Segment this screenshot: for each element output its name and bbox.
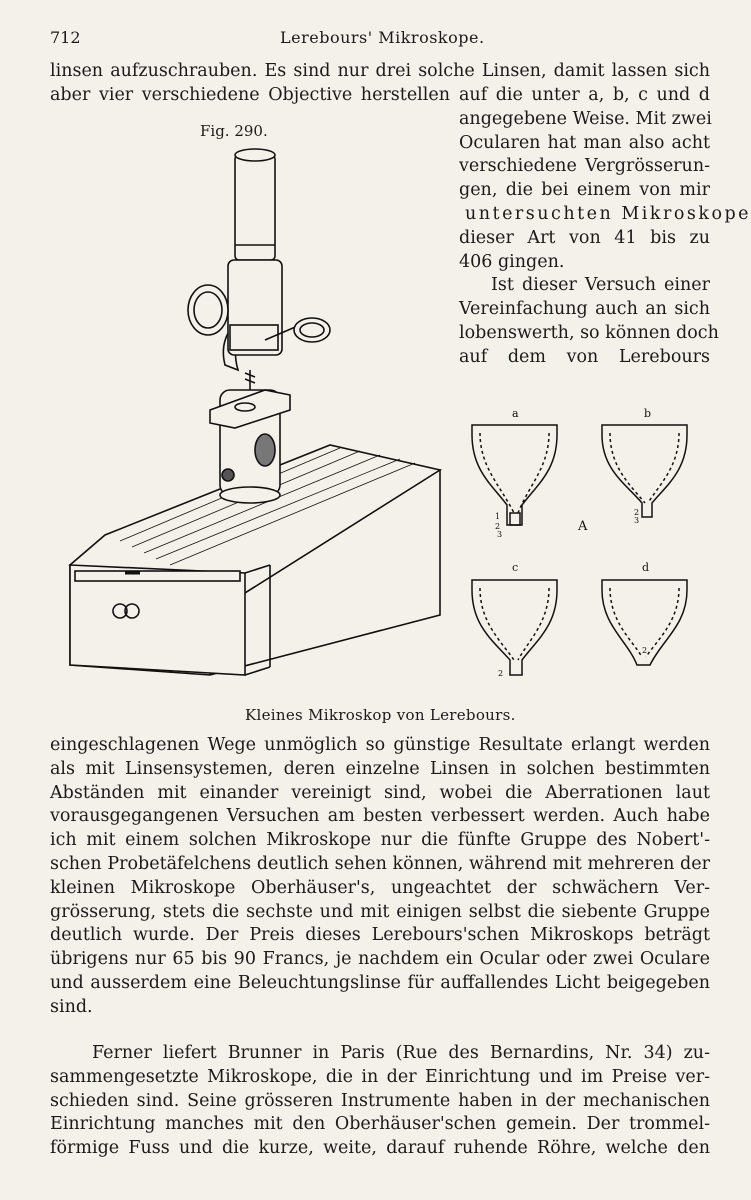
text-line: Einrichtung manches mit den Oberhäuser'schen gemein. Der trommel- <box>50 1114 710 1135</box>
text-line: vorausgegangenen Versuchen am besten verbessert werden. Auch habe <box>50 806 710 827</box>
lens-number: 3 <box>497 530 503 539</box>
text-line: schieden sind. Seine grösseren Instrumente haben in der mechanischen <box>50 1090 710 1111</box>
text-line: übrigens nur 65 bis 90 Francs, je nachdem ein Ocular oder zwei Oculare <box>50 949 710 970</box>
text-line: Ocularen hat man also acht <box>459 132 710 153</box>
text-line: Ist dieser Versuch einer <box>491 275 710 296</box>
diagram-label-c: c <box>512 561 519 574</box>
text-line: aber vier verschiedene Objective herstellen <box>50 85 450 105</box>
text-line: auf die unter a, b, c und d <box>459 85 710 105</box>
lens-number: 2 <box>634 508 640 517</box>
text-line: Vereinfachung auch an sich <box>459 299 710 320</box>
page-header <box>50 28 711 50</box>
diagram-label-b: b <box>644 407 652 420</box>
text-line: ich mit einem solchen Mikroskope nur die fünfte Gruppe des Nobert'- <box>50 830 710 851</box>
paragraph-1 <box>50 734 710 1020</box>
side-column-text <box>459 84 751 370</box>
text-line: Abständen mit einander vereinigt sind, wobei die Aberrationen laut <box>50 782 710 803</box>
text-line: dieser Art von 41 bis zu <box>459 227 710 248</box>
text-line: und ausserdem eine Beleuchtungslinse für auffallendes Licht beigegeben <box>50 972 710 993</box>
diagram-label-center: A <box>578 519 588 534</box>
text-line: schen Probetäfelchens deutlich sehen können, während mit mehreren der <box>50 853 710 874</box>
lens-number: 2 <box>498 669 504 678</box>
diagram-label-d: d <box>642 561 650 574</box>
text-line: grösserung, stets die sechste und mit einigen selbst die siebente Gruppe <box>50 901 710 922</box>
text-line: als mit Linsensystemen, deren einzelne Linsen in solchen bestimmten <box>50 758 710 779</box>
lens-number: 2 <box>495 522 501 531</box>
diagram-label-a: a <box>512 407 519 420</box>
lens-number: 1 <box>495 512 501 521</box>
intro-text <box>50 60 710 84</box>
text-line: 406 gingen. <box>459 251 565 272</box>
text-line: untersuchten Mikroskope <box>465 203 751 224</box>
text-line: sammengesetzte Mikroskope, die in der Einrichtung und im Preise ver- <box>50 1066 710 1087</box>
running-title: Lerebours' Mikroskope. <box>280 28 485 47</box>
text-line: sind. <box>50 996 93 1017</box>
text-line: kleinen Mikroskope Oberhäuser's, ungeachtet der schwächern Ver- <box>50 877 710 898</box>
text-line: angegebene Weise. Mit zwei <box>459 108 712 129</box>
page-number: 712 <box>50 28 81 47</box>
lens-number: 2 <box>642 646 648 655</box>
text-line: lobenswerth, so können doch <box>459 322 719 343</box>
intro-text-line2 <box>50 84 450 108</box>
text-line: deutlich wurde. Der Preis dieses Lerebours'schen Mikroskops beträgt <box>50 925 710 946</box>
figure-label: Fig. 290. <box>200 122 268 140</box>
figure-caption: Kleines Mikroskop von Lerebours. <box>245 706 516 724</box>
text-line: gen, die bei einem von mir <box>459 180 710 201</box>
paragraph-2 <box>50 1042 710 1161</box>
lens-number: 3 <box>634 516 640 525</box>
objective-diagram <box>462 385 712 690</box>
microscope-illustration <box>60 145 450 685</box>
text-line: Ferner liefert Brunner in Paris (Rue des Bernardins, Nr. 34) zu- <box>92 1043 710 1063</box>
text-line: verschiedene Vergrösserun- <box>459 156 710 177</box>
text-line: eingeschlagenen Wege unmöglich so günstige Resultate erlangt werden <box>50 735 710 755</box>
text-line: auf dem von Lerebours <box>459 346 710 367</box>
text-line: förmige Fuss und die kurze, weite, darauf ruhende Röhre, welche den <box>50 1138 710 1159</box>
text-line: linsen aufzuschrauben. Es sind nur drei solche Linsen, damit lassen sich <box>50 61 710 81</box>
